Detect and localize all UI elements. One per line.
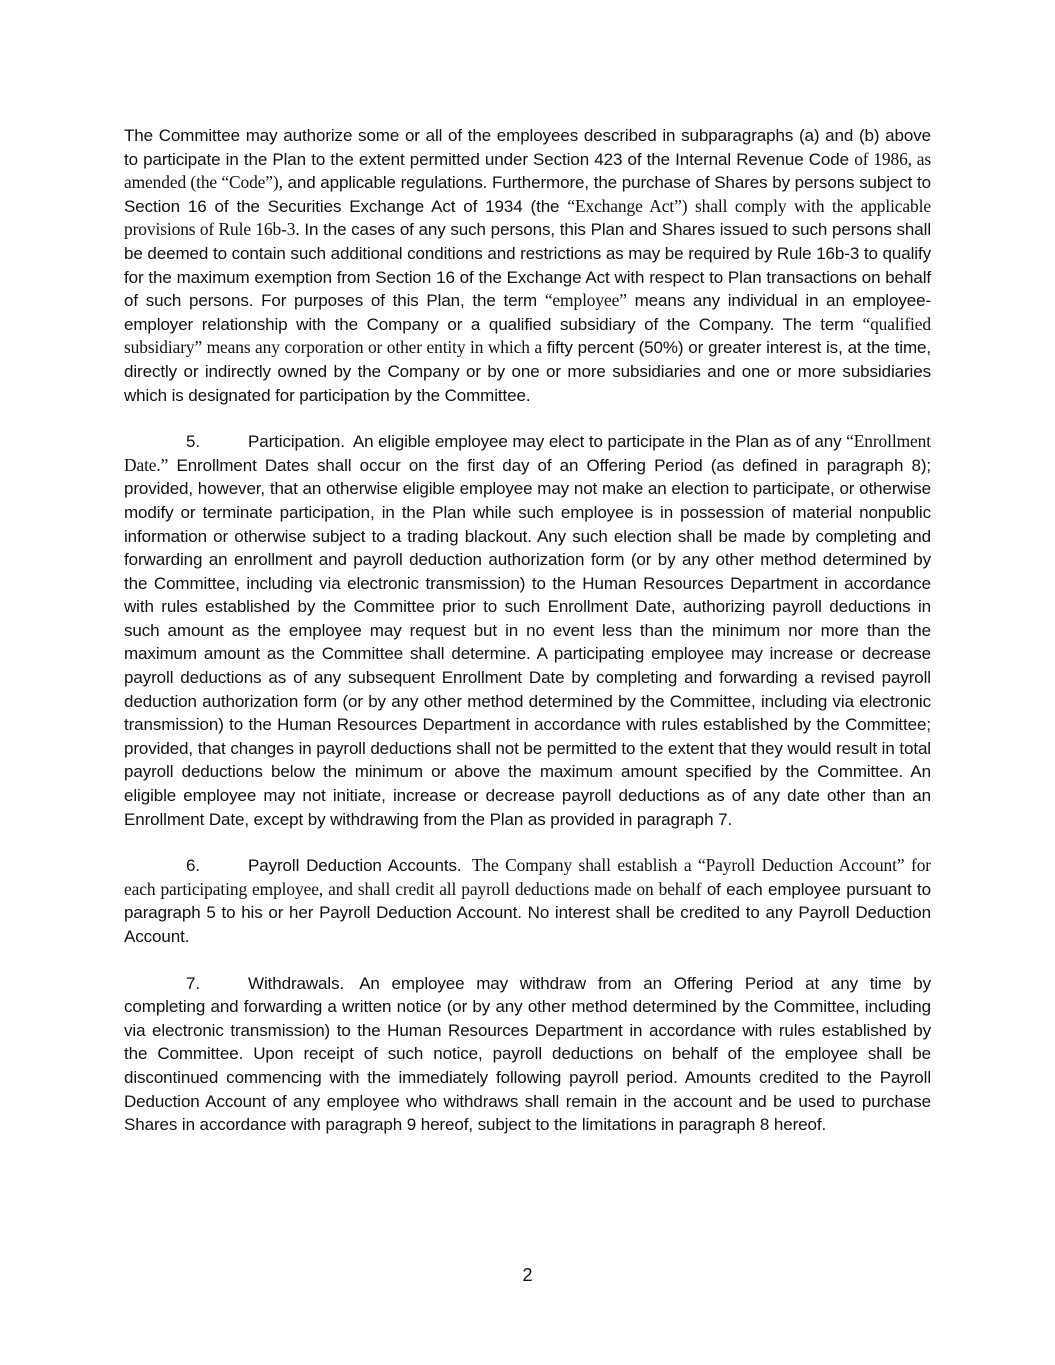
intro-text-3: and applicable regulations. Furthermore, the purchase of Shares by persons subject to Section 16 of the Securities Exchange Act of 1934 (the xyxy=(124,173,931,216)
section-5-paragraph xyxy=(124,430,931,831)
section-5-text-3: Enrollment Dates shall occur on the first day of an Offering Period (as defined in paragraph 8); provided, however, that an otherwise eligible employee may not make an election to participate, or otherwise modify or terminate participation, in the Plan while such employee is in possession of material nonpublic information or otherwise subject to a trading blackout. Any such election shall be made by completing and forwarding an enrollment and payroll deduction authorization form (or by any other method determined by the Committee, including via electronic transmission) to the Human Resources Department in accordance with rules established by the Committee prior to such Enrollment Date, authorizing payroll deductions in such amount as the employee may request but in no event less than the minimum nor more than the maximum amount as the Committee shall determine. A participating employee may increase or decrease payroll deductions as of any subsequent Enrollment Date by completing and forwarding a revised payroll deduction authorization form (or by any other method determined by the Committee, including via electronic transmission) to the Human Resources Department in accordance with rules established by the Committee; provided, that changes in payroll deductions shall not be permitted to the extent that they would result in total payroll deductions below the minimum or above the maximum amount specified by the Committee. An eligible employee may not initiate, increase or decrease payroll deductions as of any date other than an Enrollment Date, except by withdrawing from the Plan as provided in paragraph 7. xyxy=(124,455,931,829)
intro-text-4: “Exchange Act”) shall comply with the applicable provisions of Rule 16b-3. xyxy=(124,195,931,240)
intro-text-6: “employee” xyxy=(544,290,627,311)
section-6-number: 6. xyxy=(186,856,200,876)
intro-text-2: of 1986, as amended (the “Code”), xyxy=(124,148,931,193)
section-7-text: An employee may withdraw from an Offering Period at any time by completing and forwarding a written notice (or by any other method determined by the Committee, including via electronic transmission) to the Human Resources Department in accordance with rules established by the Committee. Upon receipt of such notice, payroll deductions on behalf of the employee shall be discontinued commencing with the immediately following payroll period. Amounts credited to the Payroll Deduction Account of any employee who withdraws shall remain in the account and be used to purchase Shares in accordance with paragraph 9 hereof, subject to the limitations in paragraph 8 hereof. xyxy=(124,973,931,1135)
section-7-paragraph xyxy=(124,972,931,1137)
intro-text-1: The Committee may authorize some or all of the employees described in subparagraphs (a) and (b) above to participate in the Plan to the extent permitted under Section 423 of the Internal Revenue Code xyxy=(124,126,931,169)
document-page xyxy=(124,124,931,1160)
section-7-number: 7. xyxy=(186,973,200,993)
intro-text-5: In the cases of any such persons, this Plan and Shares issued to such persons shall be deemed to contain such additional conditions and restrictions as may be required by Rule 16b-3 to qualify for the maximum exemption from Section 16 of the Exchange Act with respect to Plan transactions on behalf of such persons. For purposes of this Plan, the term xyxy=(124,220,931,311)
section-6-text-2: of each employee pursuant to paragraph 5 to his or her Payroll Deduction Account. No interest shall be credited to any Payroll Deduction Account. xyxy=(124,879,931,946)
intro-text-8: “qualified subsidiary” means any corporation or other entity in which a xyxy=(124,313,931,358)
section-5-text-1: An eligible employee may elect to participate in the Plan as of any xyxy=(349,432,847,452)
section-6-text-1: The Company shall establish a “Payroll Deduction Account” for each participating employee, and shall credit all payroll deductions made on behalf xyxy=(124,855,931,899)
section-6-paragraph xyxy=(124,854,931,948)
intro-text-7: means any individual in an employee-employer relationship with the Company or a qualified subsidiary of the Company. The term xyxy=(124,291,932,334)
section-5-text-2: “Enrollment Date.” xyxy=(124,431,931,475)
page-number: 2 xyxy=(522,1265,533,1285)
intro-text-9: fifty percent (50%) or greater interest is, at the time, directly or indirectly owned by the Company or by one or more subsidiaries and one or more subsidiaries which is designated for participation by the Committee. xyxy=(124,338,931,405)
section-5-number: 5. xyxy=(186,432,200,452)
section-5-heading: Participation. xyxy=(248,432,345,452)
section-6-heading: Payroll Deduction Accounts. xyxy=(248,856,462,876)
section-7-heading: Withdrawals. xyxy=(248,973,345,993)
intro-paragraph xyxy=(124,124,931,407)
